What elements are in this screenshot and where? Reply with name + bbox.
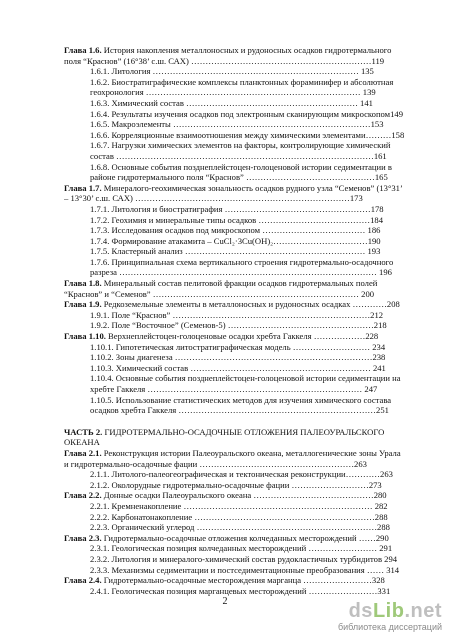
table-of-contents — [64, 45, 414, 596]
toc-entry-s1-7-5 — [64, 246, 414, 257]
toc-entry-text: 1.7.5. Кластерный анализ ……………………………………………………… 193 — [90, 246, 381, 257]
toc-entry-g1-6a — [64, 45, 414, 56]
toc-entry-text: ГИДРОТЕРМАЛЬНО-ОСАДОЧНЫЕ ОТЛОЖЕНИЯ ПАЛЕОУРАЛЬСКОГО — [102, 426, 385, 437]
toc-entry-text: 1.6.4. Результаты изучения осадков под электронным сканирующим микроскопом149 — [90, 108, 404, 119]
toc-entry-s2-3-1 — [64, 543, 414, 554]
toc-entry-text: Минеральный состав пелитовой фракции осадков гидротермальных полей — [101, 278, 378, 289]
toc-entry-text: хребте Гаккеля ………………………………………………………………… 247 — [90, 384, 378, 394]
toc-entry-text: ОКЕАНА — [64, 437, 100, 448]
toc-entry-s1-7-1 — [64, 204, 414, 215]
toc-entry-text: Реконструкция истории Палеоуральского океана, металлогенические зоны Урала — [101, 447, 401, 458]
toc-entry-text: 2.3.1. Геологическая позиция колчеданных месторождений …………………… 291 — [90, 543, 393, 554]
toc-entry-text: Верхнеплейстоцен-голоценовые осадки хребта Гаккеля ………………228 — [105, 331, 379, 342]
toc-entry-text: Гидротермально-осадочные отложения колчеданных месторождений ……290 — [101, 532, 389, 543]
toc-entry-text: разреза ……………………………………………………………………………… 196 — [90, 267, 392, 278]
toc-entry-part2b — [64, 437, 414, 448]
watermark-site-name — [338, 600, 442, 622]
toc-entry-s1-10-4b — [64, 384, 414, 395]
toc-entry-s1-7-6b — [64, 267, 414, 278]
toc-entry-g1-9 — [64, 299, 414, 310]
toc-entry-text: состав ………………………………………………………………………………161 — [90, 150, 387, 161]
toc-entry-text: 1.10.5. Использование статистических методов для изучения химического состава — [90, 394, 392, 405]
toc-entry-text: 1.10.2. Зоны диагенеза ……………………………………………………………238 — [90, 352, 386, 363]
toc-entry-text: 1.7.3. Исследования осадков под микроскопом ……………………………… 186 — [90, 225, 381, 236]
toc-entry-s1-6-3 — [64, 98, 414, 109]
toc-entry-s1-6-1 — [64, 66, 414, 77]
toc-entry-text: 2.2.3. Органический углерод ………………………………………………………288 — [90, 522, 390, 533]
toc-entry-text: 2.1.1. Литолого-палеогеографическая и тектоническая реконструкции…………263 — [90, 469, 393, 480]
toc-spacer — [64, 416, 414, 427]
toc-entry-text: 1.6.2. Биостратиграфические комплексы планктонных фораминифер и абсолютная — [90, 76, 394, 87]
toc-entry-text: Редкоземельные элементы в металлоносных и рудоносных осадках …………208 — [101, 299, 400, 310]
toc-entry-text: 2.2.2. Карбонатонакопление ………………………………………………………288 — [90, 511, 388, 522]
toc-entry-s2-3-3 — [64, 565, 414, 576]
toc-entry-s1-6-4 — [64, 109, 414, 120]
watermark-tagline: библиотека диссертаций — [337, 622, 442, 632]
toc-entry-text: – 13°30’ с.ш. САХ) …………………………………………………………………173 — [64, 193, 363, 204]
toc-entry-s2-2-2 — [64, 512, 414, 523]
toc-entry-text: 1.10.4. Основные события позднеплейстоцен-голоценовой истории седиментации на — [90, 373, 401, 384]
toc-entry-text: осадков хребта Гаккеля ……………………………………………………………251 — [90, 405, 389, 416]
toc-entry-s1-7-6a — [64, 257, 414, 268]
toc-entry-part2a — [64, 427, 414, 438]
toc-entry-text: 2.3.3. Механизмы седиментации и постседиментационные преобразования …… 314 — [90, 564, 400, 575]
toc-entry-text: Гидротермально-осадочные месторождения марганца ……………………328 — [101, 575, 385, 586]
toc-entry-g2-2 — [64, 490, 414, 501]
toc-entry-prefix: Глава 2.1. — [64, 447, 102, 458]
toc-entry-text: 1.10.3. Химический состав ……………………………………………………… 241 — [90, 362, 386, 373]
toc-entry-g2-4 — [64, 575, 414, 586]
toc-entry-s2-1-1 — [64, 469, 414, 480]
toc-entry-s1-6-5 — [64, 119, 414, 130]
toc-entry-text: 1.9.1. Поле “Краснов” ……………………………………………………………212 — [90, 309, 384, 320]
toc-entry-g1-7b — [64, 193, 414, 204]
toc-entry-g1-7a — [64, 183, 414, 194]
toc-entry-text: 1.6.1. Литология ……………………………………………………………… 135 — [90, 66, 374, 77]
toc-entry-text: 1.7.1. Литология и биостратиграфия ……………………………………………178 — [90, 203, 384, 214]
toc-entry-g1-10 — [64, 331, 414, 342]
toc-entry-s1-6-2a — [64, 77, 414, 88]
toc-entry-s1-7-4 — [64, 236, 414, 247]
toc-entry-s2-2-1 — [64, 501, 414, 512]
toc-entry-text: и гидротермально-осадочные фации ………………………………………………263 — [64, 458, 367, 469]
toc-entry-prefix: Глава 1.9. — [64, 299, 102, 310]
toc-entry-text: 1.7.4. Формирование атакамита – CuCl₂·3Cu(OH)₂……………………………190 — [90, 235, 381, 246]
toc-entry-s2-4-1 — [64, 586, 414, 597]
toc-entry-text: История накопления металлоносных и рудоносных осадков гидротермального — [101, 45, 392, 55]
toc-entry-s1-6-7a — [64, 140, 414, 151]
toc-entry-prefix: Глава 1.6. — [64, 45, 102, 55]
toc-entry-s1-6-2b — [64, 87, 414, 98]
toc-entry-text: 1.9.2. Поле “Восточное” (Семенов-5) ……………………………………………218 — [90, 320, 387, 331]
toc-entry-s1-6-8b — [64, 172, 414, 183]
watermark-logo[interactable] — [338, 600, 442, 632]
toc-entry-text: 1.6.8. Основные события позднеплейстоцен-голоценовой истории седиментации в — [90, 161, 392, 172]
toc-entry-text: 2.3.2. Литология и минералого-химический состав рудокластичных турбидитов 294 — [90, 553, 398, 564]
toc-entry-s1-10-5b — [64, 405, 414, 416]
toc-entry-s1-7-3 — [64, 225, 414, 236]
toc-entry-g2-1b — [64, 459, 414, 470]
toc-entry-text: 1.7.2. Геохимия и минеральные типы осадков …………………………………184 — [90, 214, 384, 225]
toc-entry-text: 2.4.1. Геологическая позиция марганцевых месторождений ……………………331 — [90, 585, 391, 596]
toc-entry-text: 1.6.7. Нагрузки химических элементов на факторы, контролирующие химический — [90, 140, 391, 151]
toc-entry-prefix: Глава 2.3. — [64, 532, 102, 543]
toc-entry-text: Минералого-геохимическая зональность осадков рудного узла “Семенов” (13°31’ — [101, 182, 403, 193]
toc-entry-text: 1.6.6. Корреляционные взаимоотношения между химическими элементами………158 — [90, 129, 405, 140]
watermark-tld: .net — [404, 600, 442, 622]
toc-entry-text: 2.2.1. Кремненакопление ………………………………………………………… 282 — [90, 500, 388, 511]
toc-entry-text: 1.10.1. Гипотетическая литостратиграфическая модель ……………………… 234 — [90, 341, 386, 352]
toc-entry-prefix: Глава 2.2. — [64, 490, 102, 501]
toc-entry-text: 1.6.5. Макроэлементы ……………………………………………………………153 — [90, 119, 384, 130]
toc-entry-s1-10-4a — [64, 373, 414, 384]
toc-entry-text: Донные осадки Палеоуральского океана ……………………………………280 — [101, 490, 387, 501]
toc-entry-s1-10-1 — [64, 342, 414, 353]
toc-entry-text: районе гидротермального поля “Краснов” ………………………………………165 — [90, 172, 388, 183]
toc-entry-g1-8a — [64, 278, 414, 289]
toc-entry-s2-1-2 — [64, 480, 414, 491]
toc-entry-s2-3-2 — [64, 554, 414, 565]
toc-entry-s2-2-3 — [64, 522, 414, 533]
toc-entry-prefix: Глава 2.4. — [64, 575, 102, 586]
toc-entry-text: 1.6.3. Химический состав …………………………………………………… 141 — [90, 97, 373, 108]
toc-entry-text: 1.7.6. Принципиальная схема вертикального строения гидротермально-осадочного — [90, 256, 394, 267]
toc-entry-prefix: ЧАСТЬ 2. — [64, 426, 103, 437]
toc-entry-s1-10-5a — [64, 395, 414, 406]
toc-entry-s1-6-8a — [64, 162, 414, 173]
toc-entry-text: геохронология ………………………………………………………………… 139 — [90, 87, 376, 98]
watermark-lib: Lib — [372, 600, 405, 622]
toc-entry-text: “Краснов” и “Семенов” ……………………………………………………………… 200 — [64, 288, 375, 299]
toc-entry-prefix: Глава 1.10. — [64, 331, 106, 342]
page-number: 2 — [222, 596, 228, 607]
toc-entry-g1-8b — [64, 289, 414, 300]
toc-entry-s1-10-3 — [64, 363, 414, 374]
watermark-ds: ds — [348, 600, 373, 622]
toc-entry-g2-3 — [64, 533, 414, 544]
toc-entry-text: 2.1.2. Околорудные гидротермально-осадочные фации ………………………273 — [90, 479, 382, 490]
toc-entry-g2-1a — [64, 448, 414, 459]
toc-entry-s1-9-2 — [64, 320, 414, 331]
toc-entry-prefix: Глава 1.7. — [64, 182, 102, 193]
toc-entry-s1-6-6 — [64, 130, 414, 141]
toc-entry-prefix: Глава 1.8. — [64, 278, 102, 289]
toc-entry-text: поля “Краснов” (16°38’ с.ш. САХ) ………………………………………………………119 — [64, 55, 385, 66]
toc-entry-s1-10-2 — [64, 352, 414, 363]
toc-entry-g1-6b — [64, 56, 414, 67]
toc-entry-s1-6-7b — [64, 151, 414, 162]
toc-entry-s1-7-2 — [64, 215, 414, 226]
toc-entry-s1-9-1 — [64, 310, 414, 321]
